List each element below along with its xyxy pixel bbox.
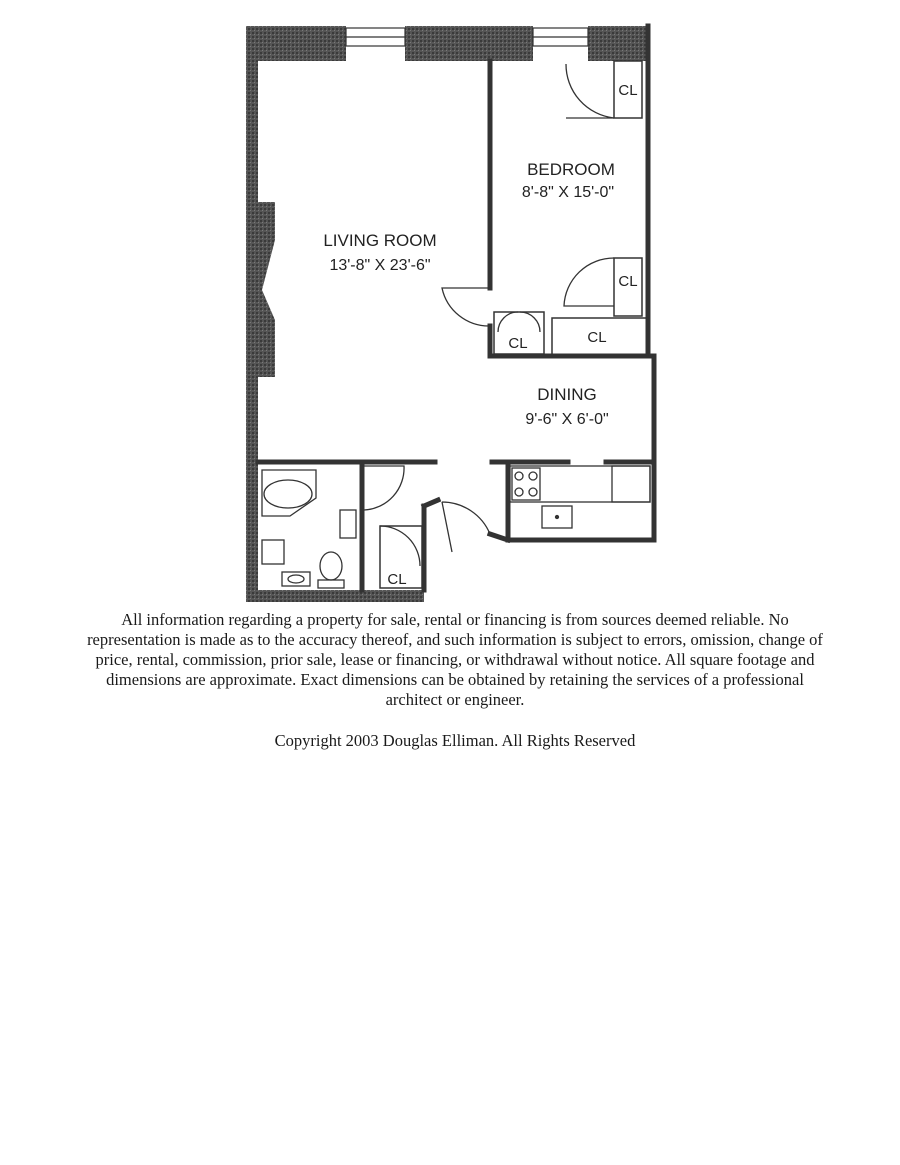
burner-icon	[515, 472, 523, 480]
hall-closet-door	[380, 526, 420, 566]
disclaimer-text: All information regarding a property for sale, rental or financing is from sources deemed reliable. No representation is made as to the accuracy thereof, and such information is subject to errors, omission, change of price, rental, commission, prior sale, lease or financing, or withdrawal without notice. All square footage and dimensions are approximate. Exact dimensions can be obtained by retaining the services of a professional architect or engineer.	[87, 610, 823, 709]
interior-walls	[258, 26, 654, 590]
dining-dimensions: 9'-6" X 6'-0"	[525, 411, 609, 428]
bath-door	[362, 466, 404, 510]
sink-drain	[556, 516, 559, 519]
dining-label: DINING	[537, 385, 597, 404]
wall-top-left	[250, 26, 346, 61]
closet-label: CL	[587, 329, 607, 346]
closet-label: CL	[508, 335, 528, 352]
bath-vanity	[282, 572, 310, 586]
kitchen-counter	[510, 466, 650, 502]
bath-cabinet	[262, 540, 284, 564]
exterior-walls	[246, 26, 650, 602]
bedroom-closet-middle-door	[564, 258, 614, 306]
kitchen-fixtures	[510, 466, 650, 528]
bathroom-fixtures	[262, 470, 356, 588]
bathtub	[262, 470, 316, 516]
living-closet-door-right	[520, 312, 540, 332]
bath-niche	[340, 510, 356, 538]
wall-top-right	[588, 26, 650, 61]
burner-icon	[515, 488, 523, 496]
toilet-tank	[318, 580, 344, 588]
living-closet-door-left	[498, 312, 518, 332]
bedroom-door	[442, 288, 490, 326]
vanity-sink	[288, 575, 304, 583]
entry-door	[442, 502, 490, 552]
copyright-text: Copyright 2003 Douglas Elliman. All Rights Reserved	[274, 731, 636, 750]
closet-label: CL	[618, 273, 638, 290]
toilet-bowl	[320, 552, 342, 580]
bathtub-basin	[264, 480, 312, 508]
bedroom-closet-top-door	[566, 64, 614, 118]
wall-column-bump	[258, 202, 275, 377]
closets	[380, 61, 648, 588]
bedroom-dimensions: 8'-8" X 15'-0"	[521, 184, 615, 201]
room-labels	[323, 160, 615, 428]
living-room-label: LIVING ROOM	[323, 231, 437, 250]
wall-bottom-left	[246, 590, 424, 602]
refrigerator	[612, 466, 650, 502]
living-room-dimensions: 13'-8" X 23'-6"	[329, 257, 431, 274]
wall-left	[246, 26, 258, 602]
burner-icon	[529, 472, 537, 480]
wall-top-middle	[405, 26, 533, 61]
closet-label: CL	[387, 571, 407, 588]
burner-icon	[529, 488, 537, 496]
closet-label: CL	[618, 82, 638, 99]
bedroom-label: BEDROOM	[527, 160, 615, 179]
